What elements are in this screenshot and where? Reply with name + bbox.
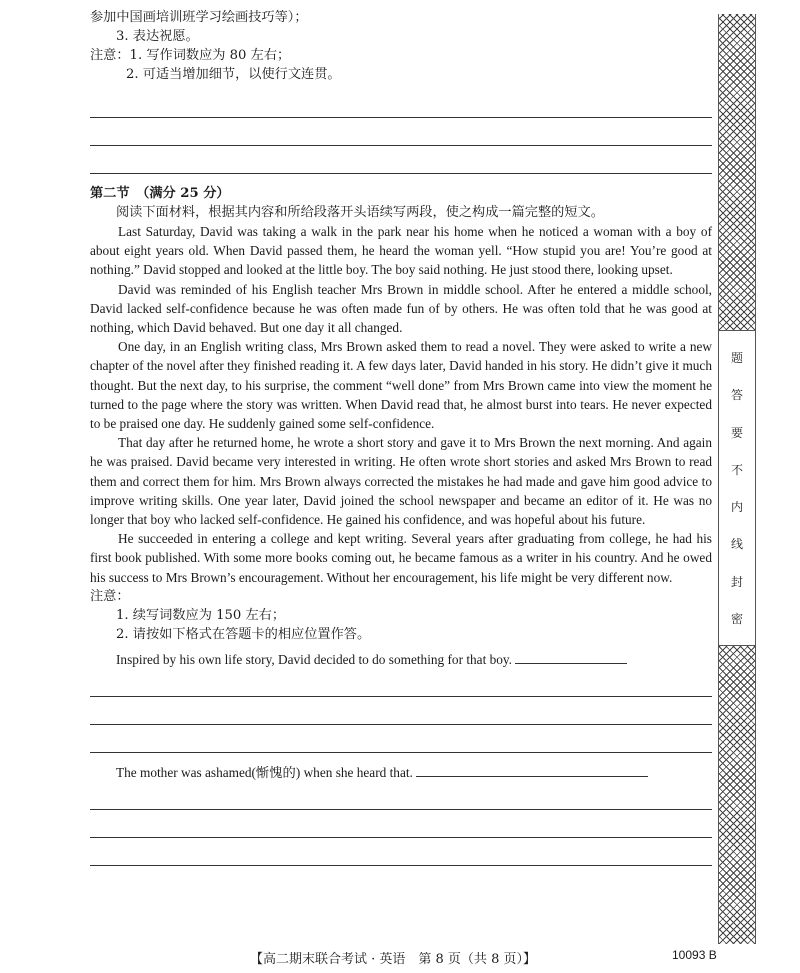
writing-line-1[interactable] bbox=[90, 90, 712, 118]
seal-char: 封 bbox=[730, 574, 743, 589]
answer-line-1[interactable] bbox=[90, 669, 712, 697]
answer-line-4[interactable] bbox=[90, 782, 712, 810]
section-two-instruction: 阅读下面材料，根据其内容和所给段落开头语续写两段，使之构成一篇完整的短文。 bbox=[116, 205, 604, 220]
footer-page-info: 【高二期末联合考试 · 英语 第 8 页（共 8 页）】 bbox=[250, 952, 536, 967]
footer-exam-code: 10093 B bbox=[672, 948, 717, 962]
page-footer bbox=[0, 944, 800, 968]
seal-char: 线 bbox=[730, 537, 743, 552]
seal-char: 密 bbox=[730, 611, 743, 626]
continuation-prompt-1 bbox=[90, 650, 712, 669]
story-paragraph-3: One day, in an English writing class, Mrs Brown asked them to read a novel. They were asked to write a new chapter of the novel after they finished reading it. A few days later, David handed in his story. He didn’t give it much thought. But the next day, to his surprise, the comment “well done” from Mrs Brown came into view the moment he turned to the page where the story was written. When David read that, he almost burst into tears. He never expected to be praised one day. He suddenly gained some self-confidence. bbox=[90, 339, 712, 432]
decorative-pattern-bottom bbox=[719, 646, 755, 944]
prompt-1-text: Inspired by his own life story, David decided to do something for that boy. bbox=[116, 651, 513, 667]
prompt-2-blank[interactable] bbox=[416, 764, 648, 777]
seal-char: 要 bbox=[730, 425, 743, 440]
prompt-2-text: The mother was ashamed(惭愧的) when she heard that. bbox=[116, 764, 413, 780]
answer-line-2[interactable] bbox=[90, 697, 712, 725]
story-paragraph-5: He succeeded in entering a college and kept writing. Several years after graduating from college, he had his first book published. With some more books coming out, he became famous as a writer in his country. And he owed his success to Mrs Brown’s encouragement. Without her encouragement, his life might be very different now. bbox=[90, 531, 712, 585]
seal-char: 不 bbox=[730, 462, 743, 477]
answer-line-6[interactable] bbox=[90, 838, 712, 866]
seal-char: 内 bbox=[730, 500, 743, 515]
story-paragraph-4: That day after he returned home, he wrote a short story and gave it to Mrs Brown the next morning. And again he was praised. David became very interested in writing. He often wrote short stories and asked Mrs Brown to read them and correct them for him. Mrs Brown always corrected the mistakes he had made and gave him good advice to improve writing skills. One year later, David joined the school newspaper and became an editor of it. He was no longer that boy who lacked self-confidence. He gained his confidence, and was hopeful about his future. bbox=[90, 435, 712, 528]
note-1: 1. 续写词数应为 150 左右； bbox=[116, 607, 286, 623]
seal-notice bbox=[719, 330, 755, 646]
notes-title: 注意： bbox=[90, 588, 130, 604]
top-line-1: 参加中国画培训班学习绘画技巧等）； bbox=[90, 10, 308, 25]
seal-char: 题 bbox=[730, 351, 743, 365]
story-paragraph-1: Last Saturday, David was taking a walk in the park near his home when he noticed a woman with a boy of about eight years old. When David passed them, he heard the woman yell. “How stupid you are! You’re good at nothing.” David stopped and looked at the little boy. The boy said nothing. He just stood there, looking upset. bbox=[90, 224, 712, 278]
top-line-3: 注意：1. 写作词数应为 80 左右； bbox=[90, 48, 291, 63]
seal-char: 答 bbox=[730, 388, 743, 403]
seal-line-strip bbox=[718, 14, 756, 944]
top-line-2: 3. 表达祝愿。 bbox=[116, 29, 199, 44]
main-content bbox=[90, 8, 712, 866]
section-two-heading: 第二节 （满分 25 分） bbox=[90, 186, 230, 201]
note-2: 2. 请按如下格式在答题卡的相应位置作答。 bbox=[116, 626, 371, 642]
answer-line-3[interactable] bbox=[90, 725, 712, 753]
decorative-pattern-top bbox=[719, 14, 755, 330]
prompt-1-blank[interactable] bbox=[515, 651, 627, 664]
writing-line-3[interactable] bbox=[90, 146, 712, 174]
continuation-prompt-2 bbox=[90, 763, 712, 782]
writing-line-2[interactable] bbox=[90, 118, 712, 146]
story-paragraph-2: David was reminded of his English teacher Mrs Brown in middle school. After he entered a middle school, David lacked self-confidence because he was often made fun of by others. He was often told that he was good at nothing, which David behaved. But one day it all changed. bbox=[90, 281, 712, 336]
top-line-4: 2. 可适当增加细节，以使行文连贯。 bbox=[126, 67, 341, 82]
answer-line-5[interactable] bbox=[90, 810, 712, 838]
